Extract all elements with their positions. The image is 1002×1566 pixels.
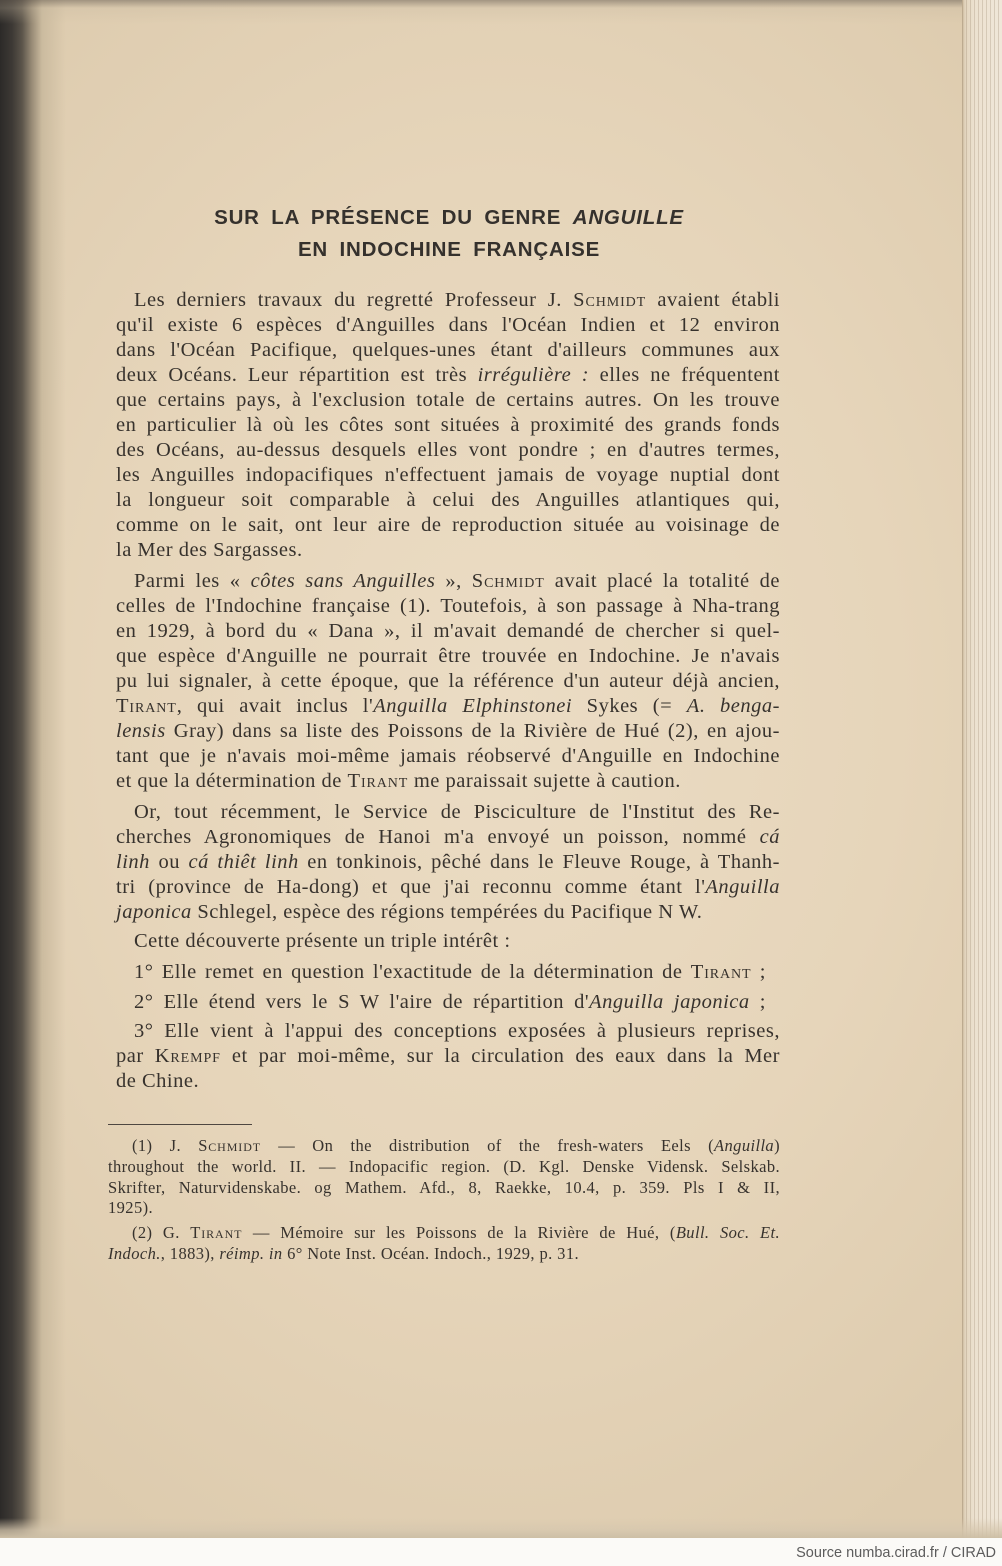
text-line — [116, 990, 780, 1015]
text-run: deux Océans. Leur répartition est très — [116, 364, 478, 386]
author-name-smallcaps: Tirant — [190, 1223, 243, 1242]
author-name-smallcaps: Tirant — [116, 695, 177, 717]
text-run: Gray) dans sa liste des Poissons de la Rivière de Hué (2), en ajou- — [165, 720, 780, 742]
footnote-separator — [108, 1124, 252, 1125]
title-text: SUR LA PRÉSENCE DU GENRE — [214, 206, 573, 229]
author-name-smallcaps: Schmidt — [471, 570, 545, 592]
text-run: — Mémoire sur les Poissons de la Rivière de Hué, ( — [242, 1223, 676, 1242]
author-name-smallcaps: Krempf — [154, 1045, 221, 1067]
author-name-smallcaps: Tirant — [690, 961, 752, 983]
text-line: que espèce d'Anguille ne pourrait être trouvée en Indochine. Je n'avais — [116, 645, 780, 667]
title-genus-italic: ANGUILLE — [572, 206, 684, 229]
italic-run: réimp. in — [219, 1244, 283, 1263]
italic-run: Indoch. — [108, 1244, 161, 1263]
text-run: tri (province de Ha-dong) et que j'ai reconnu comme étant l' — [116, 876, 706, 898]
footnote-line: Skrifter, Naturvidenskabe. og Mathem. Afd., 8, Raekke, 10.4, p. 359. Pls I & II, — [108, 1177, 780, 1197]
book-gutter-shadow — [0, 0, 66, 1538]
text-line: que certains pays, à l'exclusion totale de certains autres. On les trouve — [116, 389, 780, 411]
source-credit: Source numba.cirad.fr / CIRAD — [796, 1545, 996, 1561]
text-line: dans l'Océan Pacifique, quelques-unes étant d'ailleurs communes aux — [116, 339, 780, 361]
footnote-line — [108, 1222, 780, 1243]
text-line: tant que je n'avais moi-même jamais réobservé d'Anguille en Indochine — [116, 745, 780, 767]
text-run: cherches Agronomiques de Hanoi m'a envoyé un poisson, nommé — [116, 826, 760, 848]
text-run: et que la détermination de — [116, 770, 348, 792]
text-line: comme on le sait, ont leur aire de reproduction située au voisinage de — [116, 514, 780, 536]
text-run: », — [435, 570, 472, 592]
text-run: avaient établi — [646, 289, 780, 311]
footnote-line — [108, 1243, 780, 1264]
point-3 — [116, 1019, 780, 1094]
text-line — [116, 769, 780, 794]
italic-run: Anguilla — [705, 876, 780, 898]
text-line — [116, 569, 780, 594]
footnote-line: throughout the world. II. — Indopacific region. (D. Kgl. Denske Vidensk. Selskab. — [108, 1156, 780, 1176]
italic-run: irrégulière : — [477, 364, 590, 386]
footnote-2 — [108, 1222, 780, 1264]
text-run: me paraissait sujette à caution. — [408, 770, 681, 792]
italic-run: Anguilla Elphinstonei — [373, 695, 573, 717]
italic-run: japonica — [116, 901, 192, 923]
text-line — [116, 1044, 780, 1069]
text-run: ; — [751, 961, 766, 983]
text-run: 1° Elle remet en question l'exactitude de la détermination de — [134, 961, 691, 983]
text-run: et par moi-même, sur la circulation des eaux dans la Mer — [220, 1045, 780, 1067]
article-title — [116, 202, 782, 266]
title-line-1 — [116, 202, 782, 234]
text-line: qu'il existe 6 espèces d'Anguilles dans l'Océan Indien et 12 environ — [116, 314, 780, 336]
text-line: de Chine. — [116, 1070, 200, 1092]
page-bottom-edge — [0, 1518, 1002, 1538]
text-run: Sykes (= — [572, 695, 687, 717]
text-line: des Océans, au-dessus desquels elles vont pondre ; en d'autres termes, — [116, 439, 780, 461]
text-line — [116, 363, 780, 388]
text-run: ou — [149, 851, 189, 873]
text-run: — On the distribution of the fresh-waters Eels ( — [261, 1136, 715, 1155]
text-line — [116, 960, 780, 985]
point-2 — [116, 990, 780, 1015]
text-line: celles de l'Indochine française (1). Toutefois, à son passage à Nha-trang — [116, 595, 780, 617]
text-run: Parmi les « — [134, 570, 251, 592]
text-run: , qui avait inclus l' — [176, 695, 374, 717]
text-line — [116, 825, 780, 850]
italic-run: lensis — [116, 720, 166, 742]
text-run: Les derniers travaux du regretté Professeur J. — [134, 289, 574, 311]
italic-run: Bull. Soc. Et. — [675, 1223, 780, 1242]
italic-run: Anguilla japonica — [589, 991, 750, 1013]
text-run: ; — [749, 991, 766, 1013]
text-line: la Mer des Sargasses. — [116, 539, 303, 561]
italic-run: linh — [116, 851, 150, 873]
text-run: (2) G. — [132, 1223, 191, 1242]
page-top-edge — [0, 0, 1002, 24]
text-run: avait placé la totalité de — [544, 570, 781, 592]
text-line — [116, 900, 780, 925]
footnote-line: 1925). — [108, 1198, 154, 1218]
text-line: Cette découverte présente un triple intérêt : — [134, 930, 511, 952]
text-run: en tonkinois, pêché dans le Fleuve Rouge, à Thanh- — [298, 851, 780, 873]
text-line — [116, 850, 780, 875]
footnote-1 — [108, 1136, 780, 1219]
text-line: les Anguilles indopacifiques n'effectuent jamais de voyage nuptial dont — [116, 464, 780, 486]
text-line: en particulier là où les côtes sont situées à proximité des grands fonds — [116, 414, 780, 436]
text-run: , 1883), — [160, 1244, 220, 1263]
text-run: 2° Elle étend vers le S W l'aire de répartition d' — [134, 991, 590, 1013]
title-line-2: EN INDOCHINE FRANÇAISE — [297, 238, 601, 261]
text-line — [116, 694, 780, 719]
text-run: Schlegel, espèce des régions tempérées du Pacifique N W. — [191, 901, 703, 923]
text-run: (1) J. — [132, 1136, 199, 1155]
italic-run: côtes sans Anguilles — [250, 570, 436, 592]
text-line: la longueur soit comparable à celui des Anguilles atlantiques qui, — [116, 489, 780, 511]
text-line: en 1929, à bord du « Dana », il m'avait demandé de chercher si quel- — [116, 620, 780, 642]
text-line — [116, 719, 780, 744]
text-run: par — [116, 1045, 155, 1067]
text-line — [116, 288, 780, 313]
paragraph-2 — [116, 569, 780, 794]
italic-run: Anguilla — [714, 1136, 775, 1155]
paragraph-1 — [116, 288, 780, 563]
text-run: 6° Note Inst. Océan. Indoch., 1929, p. 31. — [282, 1244, 579, 1263]
italic-run: cá thiêt linh — [188, 851, 299, 873]
text-line: pu lui signaler, à cette époque, que la référence d'un auteur déjà ancien, — [116, 670, 780, 692]
text-line: 3° Elle vient à l'appui des conceptions exposées à plusieurs reprises, — [134, 1020, 780, 1042]
italic-run: A. benga- — [686, 695, 780, 717]
text-line — [116, 875, 780, 900]
text-run: ) — [774, 1136, 780, 1155]
author-name-smallcaps: Schmidt — [573, 289, 647, 311]
paragraph-3 — [116, 800, 780, 925]
point-1 — [116, 960, 780, 985]
text-run: elles ne fréquentent — [589, 364, 780, 386]
text-line: Or, tout récemment, le Service de Pisciculture de l'Institut des Re- — [134, 801, 780, 823]
footnote-line — [108, 1136, 780, 1157]
author-name-smallcaps: Schmidt — [198, 1136, 261, 1155]
author-name-smallcaps: Tirant — [347, 770, 409, 792]
stacked-page-edges — [962, 0, 1002, 1538]
italic-run: cá — [759, 826, 780, 848]
paragraph-4 — [116, 929, 780, 954]
